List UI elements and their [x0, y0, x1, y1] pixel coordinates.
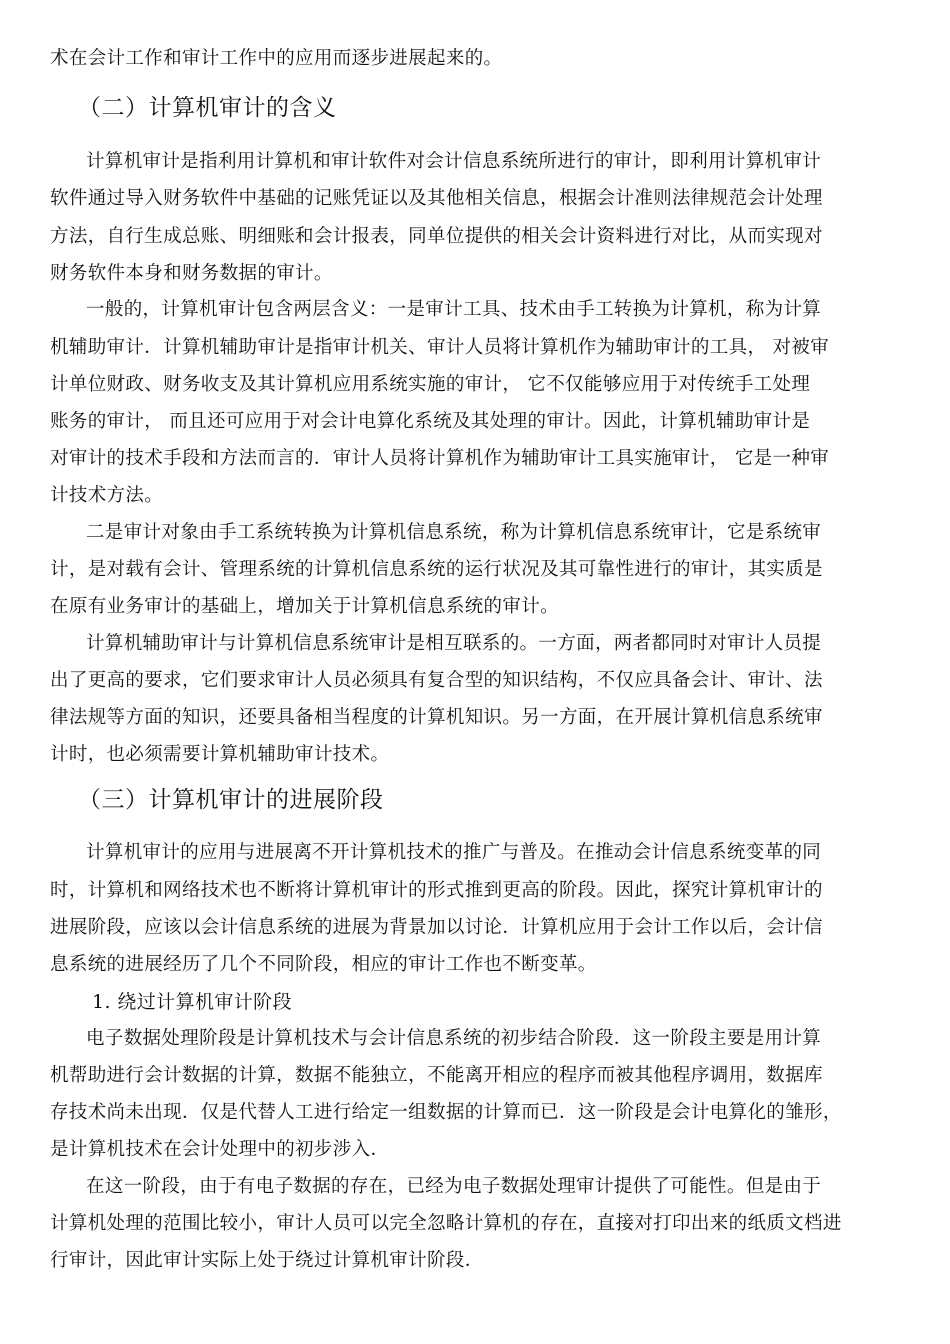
text-line: 机辅助审计．计算机辅助审计是指审计机关、审计人员将计算机作为辅助审计的工具， 对被审 [50, 337, 830, 358]
text-line: 计技术方法。 [50, 485, 164, 506]
subsection-1-heading: 1. 绕过计算机审计阶段 [92, 991, 292, 1013]
text-line: 计，是对载有会计、管理系统的计算机信息系统的运行状况及其可靠性进行的审计，其实质是 [50, 559, 823, 580]
section-3-heading: （三）计算机审计的进展阶段 [78, 787, 384, 813]
text-line: 计算机审计的应用与进展离不开计算机技术的推广与普及。在推动会计信息系统变革的同 [86, 842, 822, 863]
text-line: 进展阶段，应该以会计信息系统的进展为背景加以讨论．计算机应用于会计工作以后，会计信 [50, 917, 823, 938]
text-line: 计算机审计是指利用计算机和审计软件对会计信息系统所进行的审计，即利用计算机审计 [86, 151, 822, 172]
text-line: 存技术尚未出现．仅是代替人工进行给定一组数据的计算而已．这一阶段是会计电算化的雏形， [50, 1102, 842, 1123]
text-line: 是计算机技术在会计处理中的初步涉入． [50, 1139, 390, 1160]
text-line: 软件通过导入财务软件中基础的记账凭证以及其他相关信息，根据会计准则法律规范会计处理 [50, 188, 823, 209]
text-line: 行审计，因此审计实际上处于绕过计算机审计阶段． [50, 1250, 484, 1271]
text-line: 息系统的进展经历了几个不同阶段，相应的审计工作也不断变革。 [50, 954, 597, 975]
text-line: 时，计算机和网络技术也不断将计算机审计的形式推到更高的阶段。因此，探究计算机审计的 [50, 880, 823, 901]
text-line: 账务的审计， 而且还可应用于对会计电算化系统及其处理的审计。因此，计算机辅助审计是 [50, 411, 811, 432]
text-line: 对审计的技术手段和方法而言的．审计人员将计算机作为辅助审计工具实施审计， 它是一种审 [50, 448, 830, 469]
text-line: 一般的，计算机审计包含两层含义：一是审计工具、技术由手工转换为计算机，称为计算 [86, 299, 822, 320]
text-line: 电子数据处理阶段是计算机技术与会计信息系统的初步结合阶段．这一阶段主要是用计算 [86, 1028, 822, 1049]
section-2-heading: （二）计算机审计的含义 [78, 95, 337, 121]
text-line: 出了更高的要求，它们要求审计人员必须具有复合型的知识结构，不仅应具备会计、审计、法 [50, 670, 823, 691]
text-line: 律法规等方面的知识，还要具备相当程度的计算机知识。另一方面，在开展计算机信息系统审 [50, 707, 823, 728]
text-line: 计算机处理的范围比较小，审计人员可以完全忽略计算机的存在，直接对打印出来的纸质文档进 [50, 1213, 842, 1234]
text-line: 计算机辅助审计与计算机信息系统审计是相互联系的。一方面，两者都同时对审计人员提 [86, 633, 822, 654]
text-line: 计时，也必须需要计算机辅助审计技术。 [50, 744, 390, 765]
text-line: 二是审计对象由手工系统转换为计算机信息系统，称为计算机信息系统审计，它是系统审 [86, 522, 822, 543]
text-line: 在这一阶段，由于有电子数据的存在，已经为电子数据处理审计提供了可能性。但是由于 [86, 1176, 822, 1197]
text-line: 机帮助进行会计数据的计算，数据不能独立，不能离开相应的程序而被其他程序调用，数据库 [50, 1065, 823, 1086]
text-line: 计单位财政、财务收支及其计算机应用系统实施的审计， 它不仅能够应用于对传统手工处理 [50, 374, 811, 395]
intro-line: 术在会计工作和审计工作中的应用而逐步进展起来的。 [50, 48, 503, 69]
text-line: 方法，自行生成总账、明细账和会计报表，同单位提供的相关会计资料进行对比，从而实现对 [50, 226, 823, 247]
text-line: 财务软件本身和财务数据的审计。 [50, 263, 333, 284]
text-line: 在原有业务审计的基础上，增加关于计算机信息系统的审计。 [50, 596, 559, 617]
